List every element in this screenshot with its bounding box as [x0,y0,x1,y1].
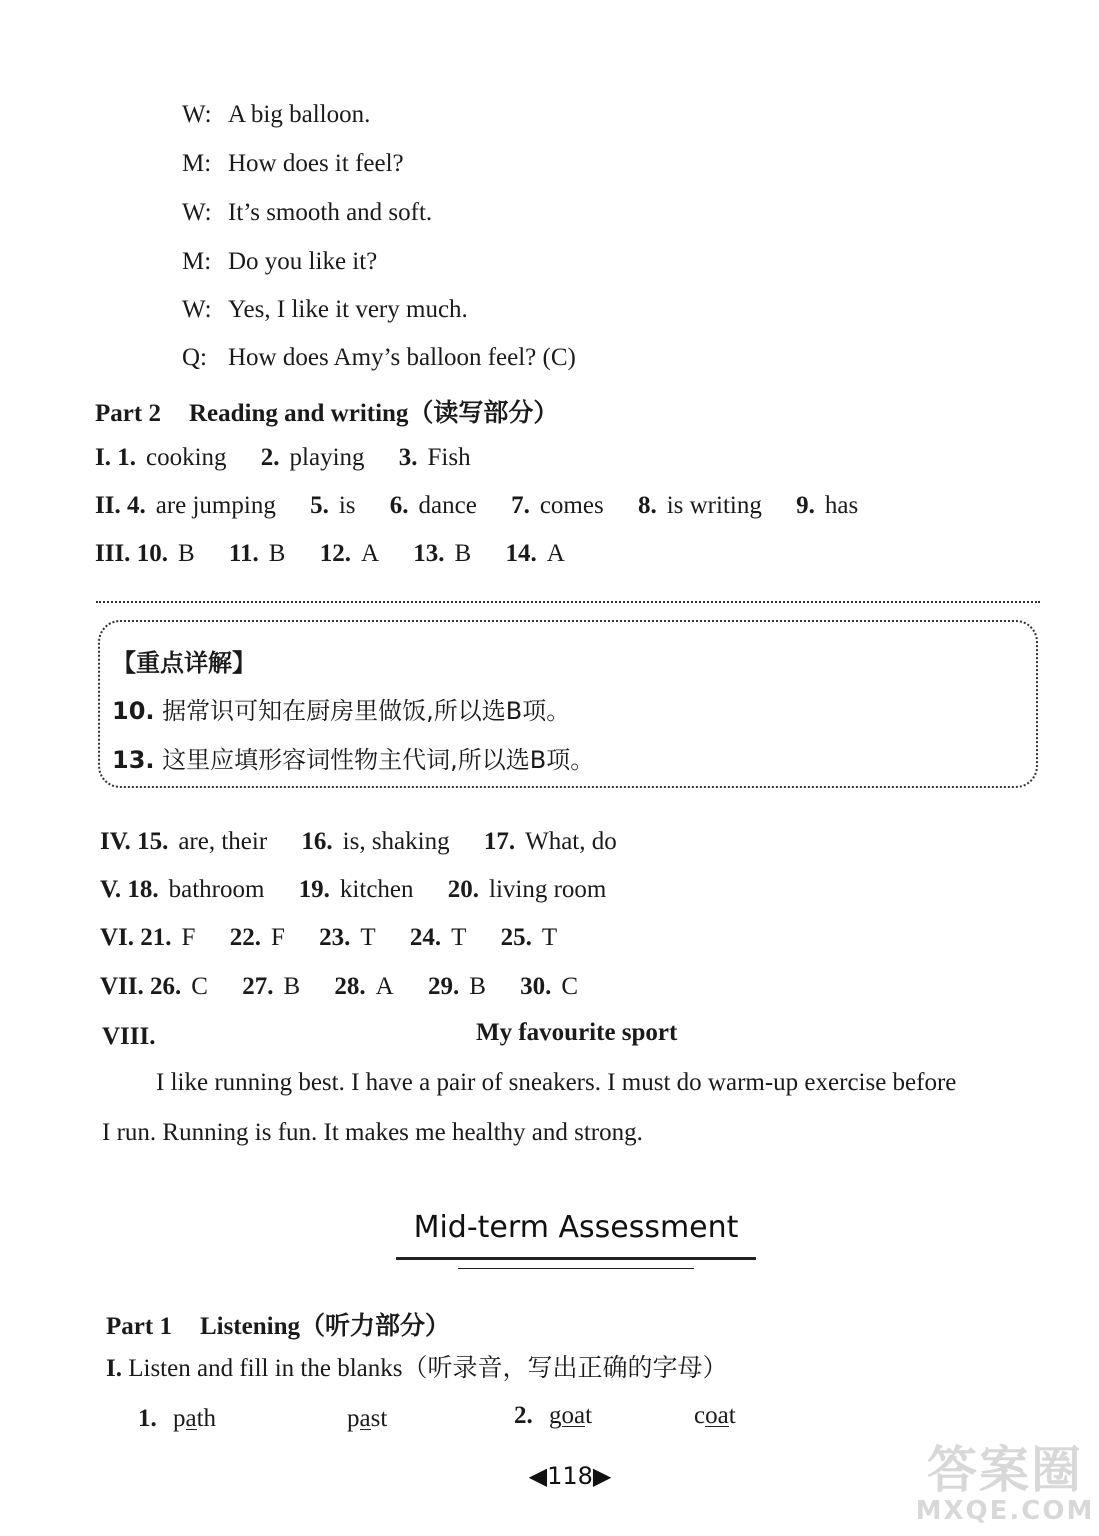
answers-section-vii [100,972,578,1002]
question-number: 17. [483,828,516,855]
midterm-title: Mid-term Assessment [413,1210,739,1245]
question-number: 8. [637,492,657,519]
question-number: 15. [137,828,169,855]
part2-heading [95,393,558,429]
watermark-main: 答案圈 [927,1441,1083,1499]
dialogue-line [182,295,468,325]
answer: B [268,540,286,567]
speaker-label: M: [182,150,212,177]
answer: cooking [145,444,227,471]
speaker-label: Q: [182,344,207,371]
question-number: 5. [310,492,329,519]
section-label: III. [95,540,131,567]
dialogue-line [182,343,576,373]
question-2-words [514,1401,592,1431]
question-number: 10. [136,540,168,567]
dotted-divider [96,601,1040,603]
answer: kitchen [339,876,414,903]
triangle-right-icon: ▶ [592,1462,612,1490]
question-number: 27. [242,973,274,1000]
answer: are, their [178,828,268,855]
question-number: 13. [413,540,445,567]
speaker-label: W: [182,101,212,128]
question-number: 12. [319,540,351,567]
question-number: 10. [112,697,155,725]
answer: playing [289,444,365,471]
dialogue-text: How does Amy’s balloon feel? (C) [228,344,576,371]
explanation-line [112,740,594,775]
answers-section-i [95,443,471,473]
section-label: I. [95,444,111,471]
answer: is, shaking [342,828,450,855]
dialogue-line [182,247,377,277]
explanation-text: 这里应填形容词性物主代词,所以选B项。 [162,746,595,774]
triangle-left-icon: ◀ [528,1462,548,1490]
dialogue-line [182,149,404,179]
answers-section-iv [100,827,617,857]
question-number: 7. [511,492,530,519]
dialogue-text: It’s smooth and soft. [228,199,433,226]
essay-line: I like running best. I have a pair of sneakers. I must do warm-up exercise before [156,1069,957,1096]
part2-number: Part 2 [95,400,161,427]
question-number: 26. [150,973,182,1000]
answer: A [375,973,394,1000]
instruction-text: Listen and fill in the blanks（听录音，写出正确的字母） [128,1355,728,1382]
dialogue-text: How does it feel? [228,150,404,177]
answer: B [454,540,472,567]
dialogue-line [182,198,432,228]
answer: What, do [525,828,617,855]
listening-instruction [106,1354,728,1384]
answer: T [541,924,558,951]
question-number: 1. [117,444,136,471]
essay-line: I run. Running is fun. It makes me healthy and strong. [102,1119,643,1146]
watermark-logo [915,1430,1095,1530]
page-number: ◀118▶ [528,1462,612,1490]
question-number: 13. [112,746,155,774]
answer: Fish [427,444,471,471]
part1-title: Listening（听力部分） [199,1313,450,1340]
word-path: path [173,1405,217,1432]
question-number: 16. [301,828,333,855]
question-number: 3. [398,444,418,471]
explanation-heading: 【重点详解】 [112,649,256,677]
question-number: 14. [505,540,537,567]
question-number: 21. [140,924,172,951]
answer: F [270,924,285,951]
question-number: 2. [260,444,280,471]
essay-title: My favourite sport [476,1019,678,1046]
question-number: 28. [334,973,366,1000]
question-number: 1. [138,1405,157,1432]
question-number: 18. [127,876,159,903]
answer: B [469,973,486,1000]
section-label: II. [95,492,121,519]
question-number: 6. [389,492,409,519]
word-past: past [347,1405,388,1432]
question-1-words [138,1404,216,1434]
answer: T [360,924,376,951]
answers-section-ii [95,491,858,521]
section-label: IV. [100,828,131,855]
question-number: 30. [520,973,552,1000]
answer: dance [418,492,477,519]
answer: T [451,924,467,951]
speaker-label: W: [182,296,212,323]
question-number: 2. [514,1402,533,1429]
answer: A [546,540,565,567]
question-number: 19. [298,876,330,903]
explanation-line [112,691,570,726]
answers-section-v [100,875,606,905]
explanation-text: 据常识可知在厨房里做饭,所以选B项。 [162,697,571,725]
dialogue-text: Do you like it? [228,248,378,275]
answer: C [191,973,208,1000]
title-underline-thin [458,1268,694,1269]
answer: F [181,924,196,951]
speaker-label: W: [182,199,212,226]
question-number: 24. [409,924,442,951]
word-coat: coat [694,1402,736,1429]
answer: comes [539,492,604,519]
answer: is [338,492,356,519]
question-number: 20. [447,876,480,903]
answer: has [824,492,859,519]
section-viii-label: VIII. [102,1023,156,1050]
question-number: 9. [796,492,815,519]
part2-title: Reading and writing（读写部分） [188,400,559,427]
answer: C [561,973,579,1000]
speaker-label: M: [182,248,212,275]
part1-number: Part 1 [106,1313,172,1340]
title-underline-thick [396,1257,756,1260]
watermark-sub: MXQE.COM [915,1496,1095,1526]
question-number: 11. [228,540,259,567]
dialogue-text: Yes, I like it very much. [228,296,468,323]
answers-section-iii [95,539,565,569]
dialogue-line [182,100,370,130]
section-label: VII. [100,973,144,1000]
answer: is writing [666,492,762,519]
answer: living room [489,876,607,903]
section-label: V. [100,876,122,903]
section-label: VI. [100,924,135,951]
dialogue-text: A big balloon. [228,101,371,128]
part1-heading [106,1306,450,1342]
answer: are jumping [155,492,276,519]
answer: B [177,540,195,567]
question-number: 23. [319,924,351,951]
answer: bathroom [168,876,265,903]
word-goat: goat [549,1402,593,1429]
answer: B [283,973,301,1000]
question-number: 4. [126,492,146,519]
question-number: 22. [229,924,261,951]
answers-section-vi [100,923,557,953]
question-number: 25. [500,924,532,951]
answer: A [360,540,379,567]
section-label: I. [106,1355,122,1382]
question-number: 29. [427,973,460,1000]
